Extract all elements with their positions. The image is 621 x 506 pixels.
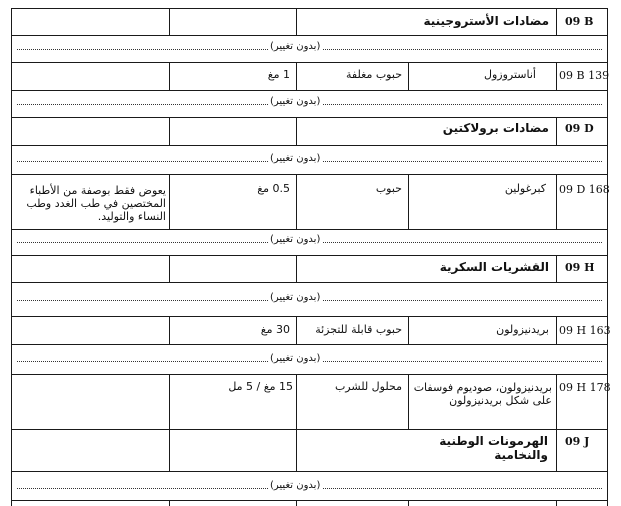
row-divider: [11, 35, 608, 36]
col-divider: [296, 8, 297, 35]
table-border-right: [607, 8, 608, 506]
row-divider: [11, 500, 608, 501]
row-code: 09 H 178: [559, 381, 611, 394]
drug-form: حبوب: [375, 182, 402, 195]
col-divider: [296, 429, 297, 471]
drug-form: حبوب قابلة للتجزئة: [315, 323, 402, 336]
no-change-note: (بدون تغيير): [270, 234, 321, 245]
col-divider: [556, 374, 557, 429]
row-divider: [11, 145, 608, 146]
row-code: 09 B: [565, 15, 594, 28]
col-divider: [296, 117, 297, 145]
section-heading: مضادات الأستروجينية: [423, 14, 549, 28]
row-divider: [11, 117, 608, 118]
row-divider: [11, 344, 608, 345]
drug-form: محلول للشرب: [334, 380, 402, 393]
drug-name: بريدنيزولون، صوديوم فوسفات على شكل بريدنيزولون: [413, 381, 552, 407]
col-divider: [556, 8, 557, 35]
row-code: 09 B 139: [559, 69, 610, 82]
col-divider: [408, 374, 409, 429]
section-heading: القشريات السكرية: [439, 260, 549, 274]
col-divider: [169, 500, 170, 506]
col-divider: [408, 500, 409, 506]
drug-name: بريدنيزولون: [496, 323, 549, 336]
row-code: 09 H 163: [559, 324, 611, 337]
no-change-note: (بدون تغيير): [270, 480, 321, 491]
col-divider: [408, 316, 409, 344]
row-divider: [11, 229, 608, 230]
col-divider: [169, 374, 170, 429]
col-divider: [296, 174, 297, 229]
section-heading: مضادات برولاكتين: [442, 121, 549, 135]
col-divider: [169, 429, 170, 471]
drug-dose: 0.5 مغ: [257, 182, 290, 195]
col-divider: [169, 316, 170, 344]
no-change-note: (بدون تغيير): [270, 153, 321, 164]
col-divider: [556, 500, 557, 506]
col-divider: [296, 62, 297, 90]
row-divider: [11, 174, 608, 175]
no-change-note: (بدون تغيير): [270, 96, 321, 107]
row-divider: [11, 255, 608, 256]
col-divider: [169, 255, 170, 282]
row-divider: [11, 282, 608, 283]
drug-dose: 15 مغ / 5 مل: [228, 380, 293, 393]
col-divider: [169, 62, 170, 90]
table-border-left: [11, 8, 12, 506]
col-divider: [296, 255, 297, 282]
drug-dose: 30 مغ: [260, 323, 290, 336]
row-code: 09 H: [565, 261, 595, 274]
row-divider: [11, 62, 608, 63]
row-divider: [11, 90, 608, 91]
no-change-note: (بدون تغيير): [270, 353, 321, 364]
section-heading: الهرمونات الوطنية والنخامية: [439, 434, 548, 462]
no-change-note: (بدون تغيير): [270, 292, 321, 303]
row-code: 09 D 168: [559, 183, 610, 196]
col-divider: [556, 174, 557, 229]
row-divider: [11, 429, 608, 430]
col-divider: [408, 174, 409, 229]
col-divider: [556, 316, 557, 344]
no-change-note: (بدون تغيير): [270, 41, 321, 52]
prescription-note: يعوض فقط بوصفة من الأطباء المختصين في طب الغدد وطب النساء والتوليد.: [26, 184, 166, 223]
col-divider: [556, 117, 557, 145]
row-divider: [11, 374, 608, 375]
drug-name: كبرغولين: [504, 182, 546, 195]
col-divider: [169, 117, 170, 145]
col-divider: [296, 500, 297, 506]
row-divider: [11, 316, 608, 317]
col-divider: [296, 374, 297, 429]
col-divider: [169, 174, 170, 229]
drug-name: أناستروزول: [483, 68, 536, 81]
row-divider: [11, 471, 608, 472]
row-code: 09 D: [565, 122, 594, 135]
col-divider: [556, 255, 557, 282]
drug-form: حبوب مغلفة: [346, 68, 402, 81]
col-divider: [556, 429, 557, 471]
table-top-border: [11, 8, 608, 9]
drug-dose: 1 مغ: [267, 68, 290, 81]
col-divider: [556, 62, 557, 90]
row-code: 09 J: [565, 435, 590, 448]
col-divider: [296, 316, 297, 344]
col-divider: [169, 8, 170, 35]
col-divider: [408, 62, 409, 90]
